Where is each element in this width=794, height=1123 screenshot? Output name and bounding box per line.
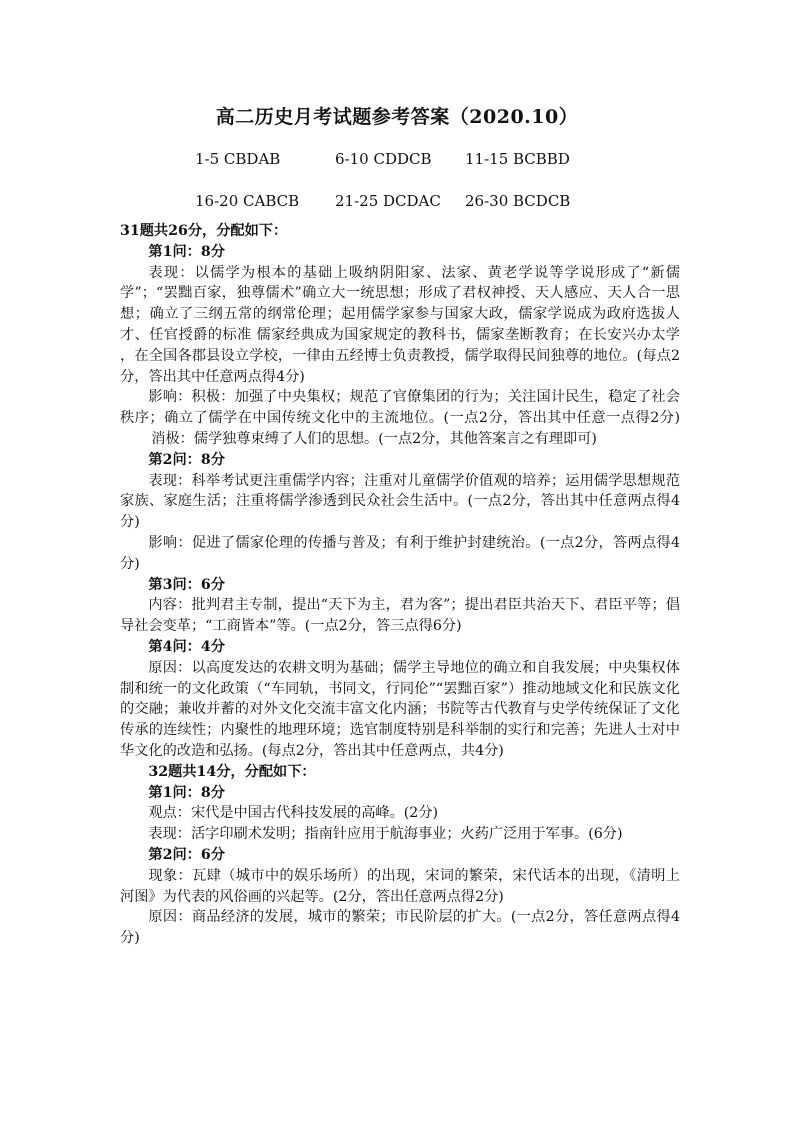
answer-group: 16-20 CABCB (195, 192, 300, 210)
q31-part3-label: 第3问：6分 (148, 576, 225, 593)
answer-group: 11-15 BCBBD (465, 150, 570, 168)
q31-part2-impact: 影响：促进了儒家伦理的传播与普及；有利于维护封建统治。(一点2分，答两点得4分) (120, 534, 680, 572)
q31-part2-performance: 表现：科举考试更注重儒学内容；注重对儿童儒学价值观的培养；运用儒学思想规范家族、家庭生活；注重将儒学渗透到民众社会生活中。(一点2分，答出其中任意两点得4分) (120, 472, 680, 531)
answer-group: 6-10 CDDCB (335, 150, 432, 168)
q32-part2-reason: 原因：商品经济的发展，城市的繁荣；市民阶层的扩大。(一点2分，答任意两点得4分) (120, 909, 680, 947)
q32-part2-phenomenon: 现象：瓦肆（城市中的娱乐场所）的出现，宋词的繁荣，宋代话本的出现，《清明上河图》为代表的风俗画的兴起等。(2分，答出任意两点得2分) (120, 867, 680, 905)
q31-part3-content: 内容：批判君主专制，提出“天下为主，君为客”；提出君臣共治天下、君臣平等；倡导社会变革；“工商皆本”等。(一点2分，答三点得6分) (120, 597, 680, 635)
answer-row-2 (195, 189, 755, 213)
q31-part1-impact (120, 387, 680, 449)
q31-header: 31题共26分，分配如下： (120, 223, 288, 239)
q32-part1-viewpoint: 观点：宋代是中国古代科技发展的高峰。(2分) (148, 805, 439, 822)
q31-part1-impact-positive: 影响：积极：加强了中央集权；规范了官僚集团的行为；关注国计民生，稳定了社会秩序；确立了儒学在中国传统文化中的主流地位。(一点2分，答出其中任意一点得2分) (120, 389, 680, 427)
answer-row-1 (195, 147, 755, 171)
answer-group: 21-25 DCDAC (335, 192, 441, 210)
q32-part2-label: 第2问：6分 (148, 846, 225, 863)
answer-body (120, 221, 680, 949)
q32-header: 32题共14分，分配如下： (148, 763, 316, 780)
q32-part1-label: 第1问：8分 (148, 784, 225, 801)
q31-part1-impact-negative: 消极：儒学独尊束缚了人们的思想。(一点2分，其他答案言之有理即可) (151, 430, 597, 447)
q31-part2-label: 第2问：8分 (148, 451, 225, 468)
page-title: 高二历史月考试题参考答案（2020.10） (215, 106, 579, 128)
answer-group: 1-5 CBDAB (195, 150, 281, 168)
q31-part1-performance: 表现：以儒学为根本的基础上吸纳阴阳家、法家、黄老学说等学说形成了“新儒学”；“罢黜百家，独尊儒术”确立大一统思想；形成了君权神授、天人感应、天人合一思想；确立了三纲五常的纲常伦理；起用儒学家参与国家大政，儒家学说成为政府选拔人才、任官授爵的标准 儒家经典成为国家规定的教科书，儒家垄断教育；在长安兴办太学 ，在全国各郡县设立学校，一律由五经博士负责教授，儒学取得民间独尊的地位。(每点2分，答出其中任意两点得4分) (120, 264, 680, 385)
q31-part1-label: 第1问：8分 (148, 243, 225, 260)
q31-part4-reason: 原因：以高度发达的农耕文明为基础；儒学主导地位的确立和自我发展；中央集权体制和统一的文化政策（“车同轨，书同文，行同伦”“罢黜百家”）推动地域文化和民族文化的交融；兼收并蓄的对外文化交流丰富文化内涵；书院等古代教育与史学传统保证了文化传承的连续性；内聚性的地理环境；选官制度特别是科举制的实行和完善；先进人士对中华文化的改造和弘扬。(每点2分，答出其中任意两点，共4分) (120, 659, 680, 759)
answer-group: 26-30 BCDCB (465, 192, 571, 210)
q32-part1-performance: 表现：活字印刷术发明；指南针应用于航海事业；火药广泛用于军事。(6分) (148, 826, 623, 843)
q31-part4-label: 第4问：4分 (148, 638, 225, 655)
